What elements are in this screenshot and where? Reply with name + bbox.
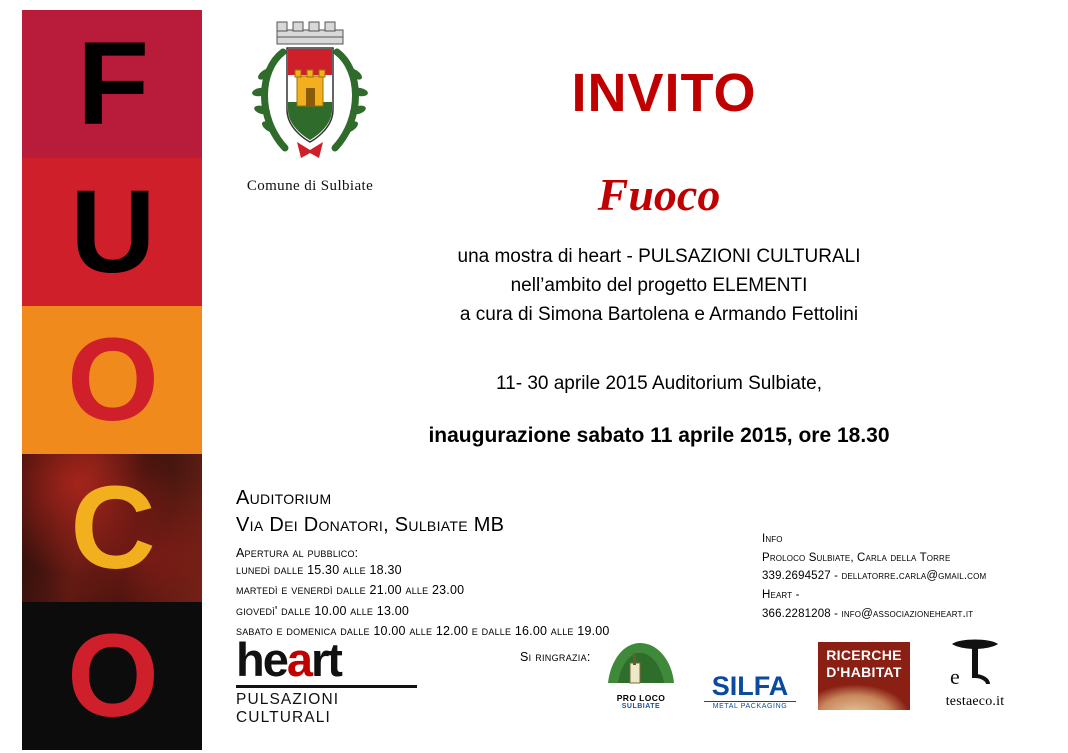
svg-text:e: e [950,664,960,688]
sponsor-proloco-sulbiate [600,637,682,710]
proloco-sublabel: SULBIATE [621,703,661,710]
silfa-tagline: METAL PACKAGING [704,701,796,710]
subtitle-line-3: a cura di Simona Bartolena e Armando Fettolini [459,303,859,325]
strip-letter-f: F [76,18,148,150]
venue-hours-row: sabato e domenica dalle 10.00 alle 12.00 e dalle 16.00 alle 19.00 [236,623,610,638]
proloco-label: PRO LOCO [616,693,666,703]
venue-hours-row: martedì e venerdì dalle 21.00 alle 23.00 [236,583,465,598]
strip-cell-c [22,454,202,602]
venue-hours-row: giovedì' dalle 10.00 alle 13.00 [236,603,410,618]
ricerche-line-1: RICERCHE [826,647,902,663]
heart-logo-he: he [236,633,287,686]
page-title-invito: INVITO [571,63,757,123]
exhibition-subtitle [0,243,1068,330]
sponsor-ricerche-dhabitat [818,642,910,710]
crest-caption: Comune di Sulbiate [246,178,374,194]
venue-hours-row: lunedì dalle 15.30 alle 18.30 [236,563,402,577]
sponsor-logos [600,636,1018,710]
ricerche-line-2: D'HABITAT [826,663,902,680]
ricerche-wave-graphic [818,684,910,710]
venue-hours-heading: Apertura al pubblico: [236,546,359,560]
sponsor-silfa [704,673,796,710]
sponsor-testaeco [932,636,1018,710]
subtitle-line-1: una mostra di heart - PULSAZIONI CULTURALI [457,246,861,267]
proloco-hill-icon [600,674,682,691]
venue-address: Via Dei Donatori, Sulbiate MB [236,514,505,536]
testaeco-wordmark: testaeco.it [945,694,1005,709]
heart-logo [236,633,436,727]
heart-logo-wordmark [236,633,436,686]
heart-logo-a: a [286,633,311,686]
heart-logo-tagline: PULSAZIONI CULTURALI [236,691,340,726]
strip-cell-o-second [22,602,202,750]
info-line: 366.2281208 - info@associazioneheart.it [762,607,974,620]
info-heading: Info [762,533,783,545]
strip-letter-u: U [70,166,154,298]
silfa-wordmark: SILFA [711,671,789,701]
venue-block [236,485,656,641]
heart-logo-rt: rt [311,633,341,686]
strip-letter-o-second: O [67,610,157,742]
subtitle-line-2: nell’ambito del progetto ELEMENTI [510,274,808,296]
testaeco-figure-icon [932,664,1018,692]
contact-info-block [762,530,1052,623]
exhibition-dates: 11- 30 aprile 2015 Auditorium Sulbiate, [495,373,823,394]
exhibition-title: Fuoco [597,169,721,220]
strip-letter-c: C [70,462,154,594]
exhibition-opening: inaugurazione sabato 11 aprile 2015, ore 18.30 [428,424,890,447]
info-line: Proloco Sulbiate, Carla della Torre [762,551,951,564]
info-line: 339.2694527 - dellatorre.carla@gmail.com [762,570,987,583]
strip-letter-o-first: O [67,314,157,446]
venue-name: Auditorium [236,487,332,509]
thanks-label: Si ringrazia: [520,650,591,664]
info-line: Heart - [762,588,800,601]
